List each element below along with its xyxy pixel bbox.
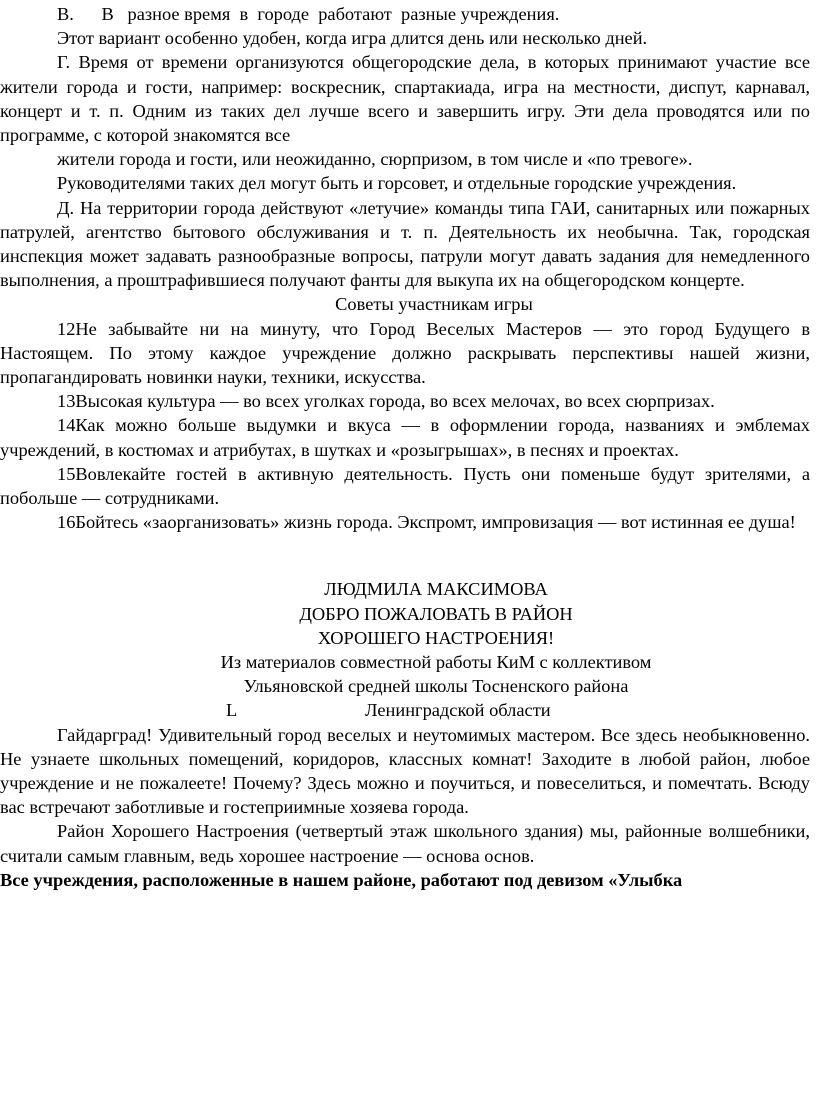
advice-item-16: 16Бойтесь «заорганизовать» жизнь города. Экспромт, импровизация — вот истинная ее душа! — [57, 512, 796, 533]
advice-item-14: 14Как можно больше выдумки и вкуса — в оформлении города, названиях и эмблемах учреждений, в костюмах и атрибутах, в шутках и «розыгрышах», в песнях и проектах. — [0, 415, 810, 460]
advice-item-12: 12Не забывайте ни на минуту, что Город Веселых Мастеров — это город Будущего в Настоящем. По этому каждое учреждение должно раскрывать перспективы нашей жизни, пропагандировать новинки науки, техники, искусства. — [0, 318, 810, 388]
advice-heading: Советы участникам игры — [335, 294, 533, 315]
section-gap — [0, 534, 810, 577]
section-g-paragraph-2: жители города и гости, или неожиданно, сюрпризом, в том числе и «по тревоге». — [57, 149, 693, 170]
advice-item-15: 15Вовлекайте гостей в активную деятельность. Пусть они поменьше будут зрителями, а побольше — сотрудниками. — [0, 463, 810, 509]
document-body — [0, 2, 810, 892]
article-paragraph-2: Район Хорошего Настроения (четвертый этаж школьного здания) мы, районные волшебники, считали самым главным, ведь хорошее настроение — основа основ. — [0, 821, 810, 866]
source-marker: L — [226, 700, 238, 721]
article-paragraph-3: Все учреждения, расположенные в нашем районе, работают под девизом «Улыбка — [0, 869, 683, 890]
section-v-paragraph: Этот вариант особенно удобен, когда игра длится день или несколько дней. — [57, 28, 648, 49]
section-d-paragraph: Д. На территории города действуют «летучие» команды типа ГАИ, санитарных или пожарных патрулей, агентство бытового обслуживания и т. п. Деятельность их необычна. Так, городская инспекция может задавать разнообразные вопросы, патрули могут давать задания для немедленного выполнения, а проштрафившиеся получают фанты для выкупа их на общегородском концерте. — [0, 197, 810, 291]
article-source-line-1: Из материалов совместной работы КиМ с коллективом — [220, 652, 652, 673]
article-paragraph-1: Гайдарград! Удивительный город веселых и неутомимых мастером. Все здесь необыкновенно. Не узнаете школьных помещений, коридоров, классных комнат! Заходите в любой район, любое учреждение и не пожалеете! Почему? Здесь можно и поучиться, и повеселиться, и помечтать. Всюду вас встречают заботливые и гостеприимные хозяева города. — [0, 724, 810, 818]
article-author: ЛЮДМИЛА МАКСИМОВА — [324, 579, 548, 600]
article-source-line-2: Ульяновской средней школы Тосненского района — [243, 676, 629, 697]
article-source-line-3 — [0, 698, 810, 722]
section-g-paragraph-1: Г. Время от времени организуются общегородские дела, в которых принимают участие все жители города и гости, например: воскресник, спартакиада, игра на местности, диспут, карнавал, концерт и т. п. Одним из таких дел лучше всего и завершить игру. Эти дела проводятся или по программе, с которой знакомятся все — [0, 52, 810, 146]
source-region: Ленинградской области — [365, 700, 551, 721]
section-g-paragraph-3: Руководителями таких дел могут быть и горсовет, и отдельные городские учреждения. — [57, 173, 737, 194]
advice-item-13: 13Высокая культура — во всех уголках города, во всех мелочах, во всех сюрпризах. — [57, 391, 715, 412]
article-title-line-2: ХОРОШЕГО НАСТРОЕНИЯ! — [317, 627, 555, 648]
section-v-line: В. В разное время в городе работают разные учреждения. — [57, 4, 560, 24]
article-title-line-1: ДОБРО ПОЖАЛОВАТЬ В РАЙОН — [299, 603, 573, 624]
